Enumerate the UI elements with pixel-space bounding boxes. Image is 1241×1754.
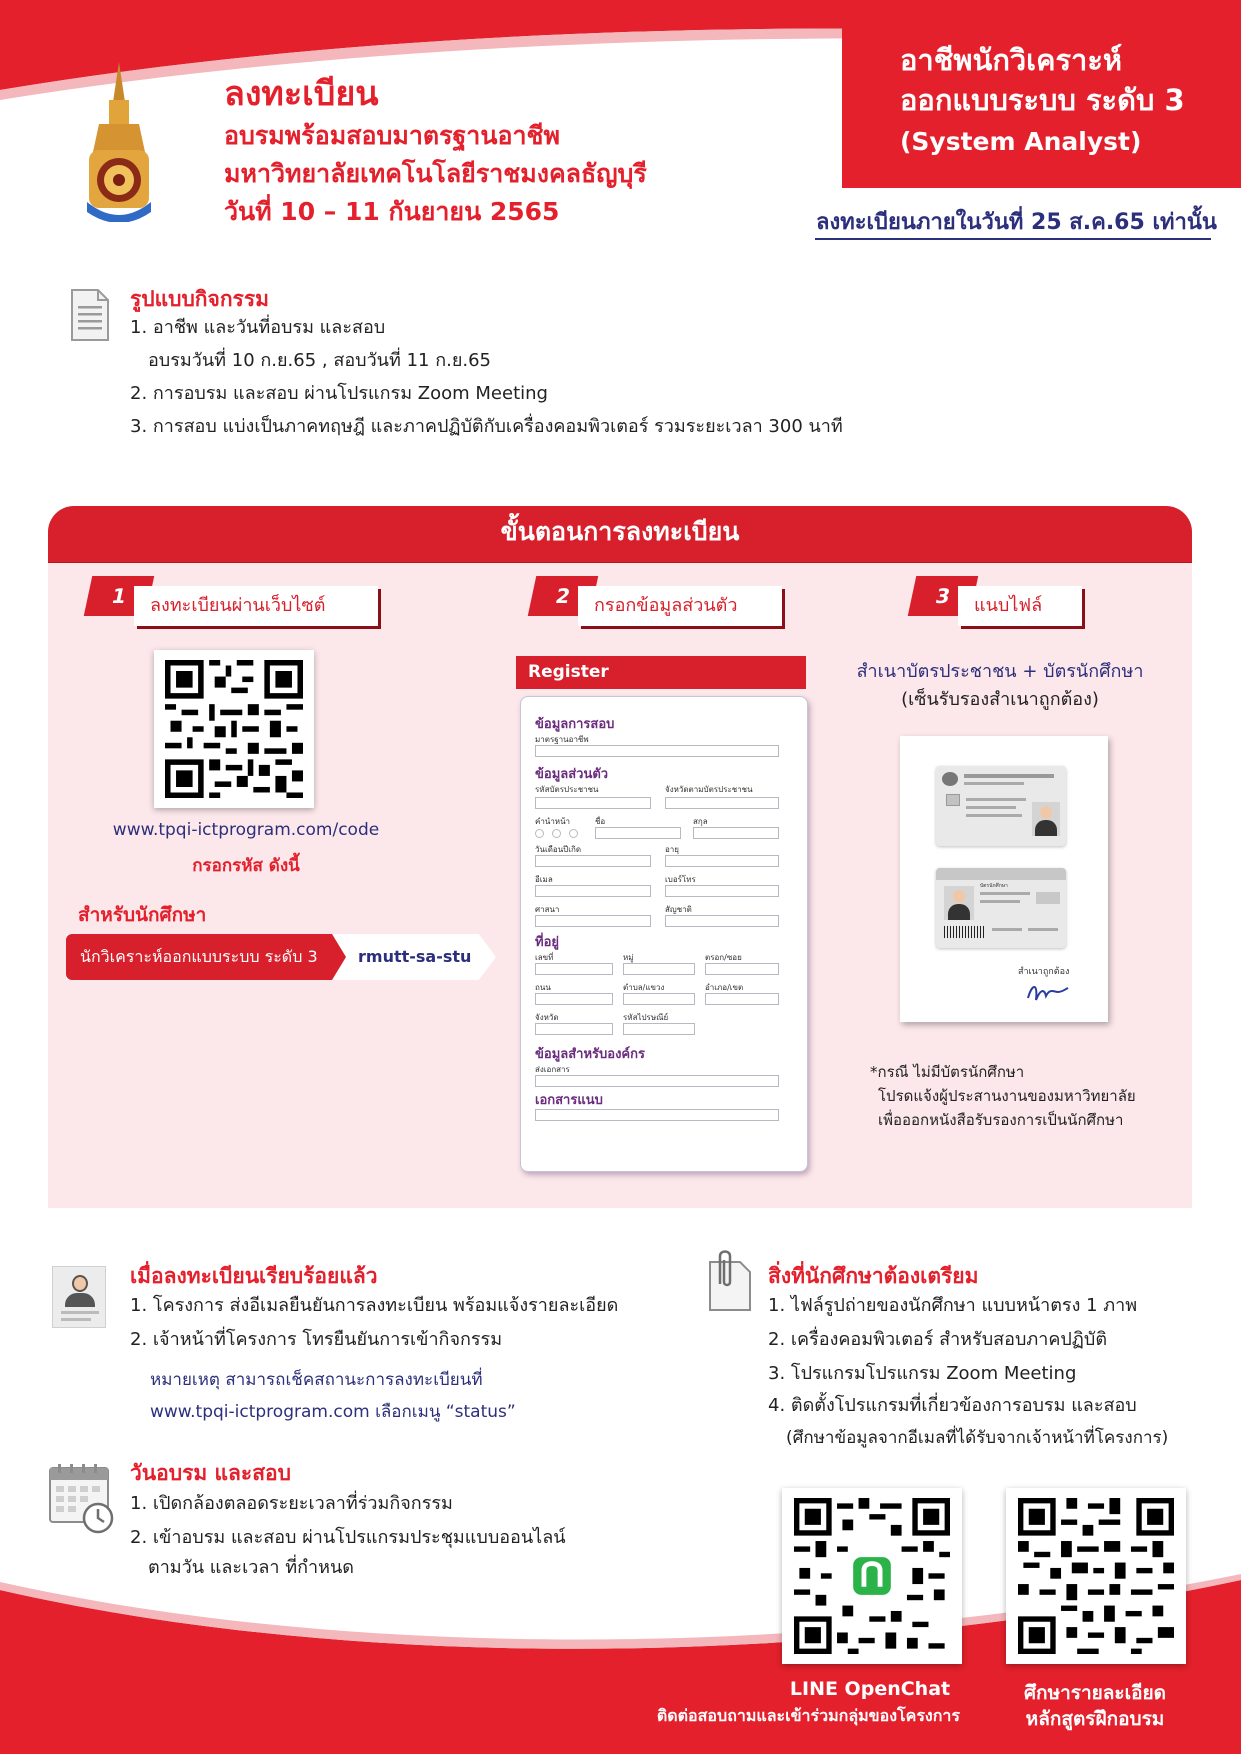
- form-field-district: [705, 993, 779, 1005]
- id-card-image: [936, 766, 1066, 846]
- attach-docs-preview: [900, 736, 1108, 1022]
- prepare-item-3: 3. โปรแกรมโปรแกรม Zoom Meeting: [768, 1363, 1077, 1384]
- deadline-underline: [815, 238, 1211, 240]
- step-2-label: กรอกข้อมูลส่วนตัว: [578, 586, 782, 626]
- line-openchat-title: LINE OpenChat: [789, 1678, 951, 1700]
- profile-card-icon: [52, 1266, 106, 1328]
- form-label-moo: หมู่: [623, 953, 634, 962]
- course-detail-line-2: หลักสูตรฝึกอบรม: [1025, 1708, 1165, 1730]
- occupation-box: [842, 0, 1241, 188]
- id-card-photo-icon: [1032, 802, 1060, 836]
- form-field-idcard: [535, 797, 651, 809]
- form-field-soi: [705, 963, 779, 975]
- prepare-item-2: 2. เครื่องคอมพิวเตอร์ สำหรับสอบภาคปฏิบัติ: [768, 1329, 1108, 1350]
- training-day-title: วันอบรม และสอบ: [130, 1461, 291, 1485]
- form-header-title: Register: [528, 662, 609, 682]
- form-field-attach: [535, 1109, 779, 1121]
- form-header: [516, 656, 806, 689]
- occupation-line-3: (System Analyst): [900, 127, 1142, 156]
- form-field-subdistrict: [623, 993, 695, 1005]
- prepare-item-4-detail: (ศึกษาข้อมูลจากอีเมลที่ได้รับจากเจ้าหน้าที่โครงการ): [786, 1428, 1169, 1448]
- form-field-nationality: [665, 915, 779, 927]
- form-field-age: [665, 855, 779, 867]
- calendar-clock-icon: [48, 1462, 114, 1534]
- qr-pattern-icon: [164, 660, 304, 798]
- form-label-road: ถนน: [535, 983, 551, 992]
- student-code: rmutt-sa-stu: [358, 947, 472, 966]
- form-radio-3: [569, 829, 578, 838]
- rmutt-logo-icon: [85, 62, 153, 222]
- signature-icon: [1024, 980, 1070, 1006]
- form-field-email: [535, 885, 651, 897]
- student-card-photo-icon: [944, 886, 974, 920]
- deadline-text: ลงทะเบียนภายในวันที่ 25 ส.ค.65 เท่านั้น: [816, 210, 1217, 235]
- after-register-note-2[interactable]: www.tpqi-ictprogram.com เลือกเมนู “status”: [150, 1402, 516, 1422]
- form-field-birth: [535, 855, 651, 867]
- steps-title: ขั้นตอนการลงทะเบียน: [500, 517, 740, 546]
- activity-item-2: 2. การอบรม และสอบ ผ่านโปรแกรม Zoom Meeting: [130, 383, 548, 404]
- form-label-district: อำเภอ/เขต: [705, 983, 744, 992]
- form-field-phone: [665, 885, 779, 897]
- after-register-title: เมื่อลงทะเบียนเรียบร้อยแล้ว: [130, 1264, 378, 1288]
- step-1-tab: [88, 576, 378, 628]
- header-title: ลงทะเบียน: [224, 74, 379, 114]
- form-section-org: ข้อมูลสำหรับองค์กร: [535, 1047, 645, 1062]
- form-label-standard: มาตรฐานอาชีพ: [535, 735, 589, 744]
- form-field-name: [595, 827, 681, 839]
- course-detail-qr-code[interactable]: [1006, 1488, 1186, 1664]
- paperclip-document-icon: [706, 1248, 754, 1314]
- form-label-email: อีเมล: [535, 875, 553, 884]
- after-register-item-1: 1. โครงการ ส่งอีเมลยืนยันการลงทะเบียน พร้อมแจ้งรายละเอียด: [130, 1295, 619, 1316]
- form-section-attach: เอกสารแนบ: [535, 1093, 603, 1108]
- register-url[interactable]: www.tpqi-ictprogram.com/code: [112, 820, 380, 840]
- after-register-item-2: 2. เจ้าหน้าที่โครงการ โทรยืนยันการเข้ากิจกรรม: [130, 1329, 503, 1350]
- form-field-surname: [693, 827, 779, 839]
- step-2-tab: [532, 576, 782, 628]
- form-label-surname: สกุล: [693, 817, 708, 826]
- student-program-name: นักวิเคราะห์ออกแบบระบบ ระดับ 3: [80, 947, 318, 966]
- form-radio-2: [552, 829, 561, 838]
- student-card-image: [936, 868, 1066, 948]
- step-1-label: ลงทะเบียนผ่านเว็บไซต์: [134, 586, 378, 626]
- line-openchat-subtitle: ติดต่อสอบถามและเข้าร่วมกลุ่มของโครงการ: [656, 1706, 960, 1725]
- form-field-postcode: [623, 1023, 695, 1035]
- prepare-title: สิ่งที่นักศึกษาต้องเตรียม: [768, 1264, 979, 1288]
- form-radio-1: [535, 829, 544, 838]
- steps-band: [48, 506, 1192, 562]
- form-label-idcard: รหัสบัตรประชาชน: [535, 785, 599, 794]
- form-field-doc: [535, 1075, 779, 1087]
- activity-item-1: 1. อาชีพ และวันที่อบรม และสอบ: [130, 317, 386, 338]
- form-field-religion: [535, 915, 651, 927]
- form-label-birth: วันเดือนปีเกิด: [535, 845, 582, 854]
- line-openchat-qr-code[interactable]: [782, 1488, 962, 1664]
- line-qr-pattern-icon: [792, 1498, 952, 1654]
- form-label-nationality: สัญชาติ: [665, 905, 692, 914]
- form-field-province: [535, 1023, 613, 1035]
- course-qr-pattern-icon: [1016, 1498, 1176, 1654]
- form-label-soi: ตรอก/ซอย: [705, 953, 742, 962]
- activity-title: รูปแบบกิจกรรม: [130, 287, 269, 311]
- step-3-number: 3: [908, 576, 979, 616]
- student-code-badge: [66, 934, 496, 980]
- form-label-doc: ส่งเอกสาร: [535, 1065, 570, 1074]
- form-section-exam: ข้อมูลการสอบ: [535, 717, 615, 732]
- form-label-phone: เบอร์โทร: [665, 875, 696, 884]
- activity-item-1-detail: อบรมวันที่ 10 ก.ย.65 , สอบวันที่ 11 ก.ย.65: [148, 350, 491, 371]
- attach-certify-text: (เซ็นรับรองสำเนาถูกต้อง): [901, 689, 1099, 710]
- attach-docs-text: สำเนาบัตรประชาชน + บัตรนักศึกษา: [856, 661, 1144, 682]
- step-3-tab: [912, 576, 1082, 628]
- student-card-title: บัตรนักศึกษา: [980, 883, 1008, 889]
- no-student-card-note-2: โปรดแจ้งผู้ประสานงานของมหาวิทยาลัย: [878, 1087, 1136, 1105]
- form-label-name: ชื่อ: [595, 817, 606, 826]
- step-2-number: 2: [528, 576, 599, 616]
- form-section-address: ที่อยู่: [535, 935, 559, 950]
- form-label-age: อายุ: [665, 845, 679, 854]
- register-qr-code[interactable]: [154, 650, 314, 808]
- step-3-label: แนบไฟล์: [958, 586, 1082, 626]
- training-day-item-1: 1. เปิดกล้องตลอดระยะเวลาที่ร่วมกิจกรรม: [130, 1493, 453, 1514]
- header-subtitle-2: มหาวิทยาลัยเทคโนโลยีราชมงคลธัญบุรี: [224, 159, 647, 188]
- form-field-standard: [535, 745, 779, 757]
- header-subtitle-1: อบรมพร้อมสอบมาตรฐานอาชีพ: [224, 121, 560, 150]
- training-day-item-2-detail: ตามวัน และเวลา ที่กำหนด: [148, 1557, 354, 1578]
- occupation-line-1: อาชีพนักวิเคราะห์: [900, 43, 1123, 77]
- form-section-personal: ข้อมูลส่วนตัว: [535, 767, 609, 782]
- enter-code-text: กรอกรหัส ดังนี้: [192, 856, 300, 876]
- after-register-note-1: หมายเหตุ สามารถเช็คสถานะการลงทะเบียนที่: [150, 1370, 483, 1390]
- form-label-province: จังหวัด: [535, 1013, 559, 1022]
- form-field-moo: [623, 963, 695, 975]
- prepare-item-1: 1. ไฟล์รูปถ่ายของนักศึกษา แบบหน้าตรง 1 ภาพ: [768, 1295, 1138, 1316]
- occupation-line-2: ออกแบบระบบ ระดับ 3: [900, 83, 1185, 117]
- course-detail-line-1: ศึกษารายละเอียด: [1024, 1682, 1166, 1704]
- register-form-preview: [520, 696, 808, 1172]
- form-label-province-id: จังหวัดตามบัตรประชาชน: [665, 785, 753, 794]
- for-students-text: สำหรับนักศึกษา: [78, 904, 207, 926]
- step-1-number: 1: [84, 576, 155, 616]
- prepare-item-4: 4. ติดตั้งโปรแกรมที่เกี่ยวข้องการอบรม และสอบ: [768, 1395, 1137, 1416]
- no-student-card-note-3: เพื่อออกหนังสือรับรองการเป็นนักศึกษา: [878, 1111, 1124, 1129]
- header-date: วันที่ 10 – 11 กันยายน 2565: [224, 197, 560, 226]
- training-day-item-2: 2. เข้าอบรม และสอบ ผ่านโปรแกรมประชุมแบบออนไลน์: [130, 1527, 566, 1548]
- form-field-province-id: [665, 797, 779, 809]
- form-field-no: [535, 963, 613, 975]
- form-label-religion: ศาสนา: [535, 905, 560, 914]
- form-label-no: เลขที่: [535, 953, 554, 962]
- form-field-road: [535, 993, 613, 1005]
- form-label-postcode: รหัสไปรษณีย์: [623, 1013, 669, 1022]
- certified-copy-text: สำเนาถูกต้อง: [1018, 967, 1070, 977]
- form-label-prefix: คำนำหน้า: [535, 817, 571, 826]
- document-icon: [70, 288, 110, 342]
- form-label-subdistrict: ตำบล/แขวง: [623, 983, 665, 992]
- no-student-card-note-1: *กรณี ไม่มีบัตรนักศึกษา: [870, 1063, 1025, 1081]
- activity-item-3: 3. การสอบ แบ่งเป็นภาคทฤษฎี และภาคปฏิบัติกับเครื่องคอมพิวเตอร์ รวมระยะเวลา 300 นาที: [130, 416, 843, 437]
